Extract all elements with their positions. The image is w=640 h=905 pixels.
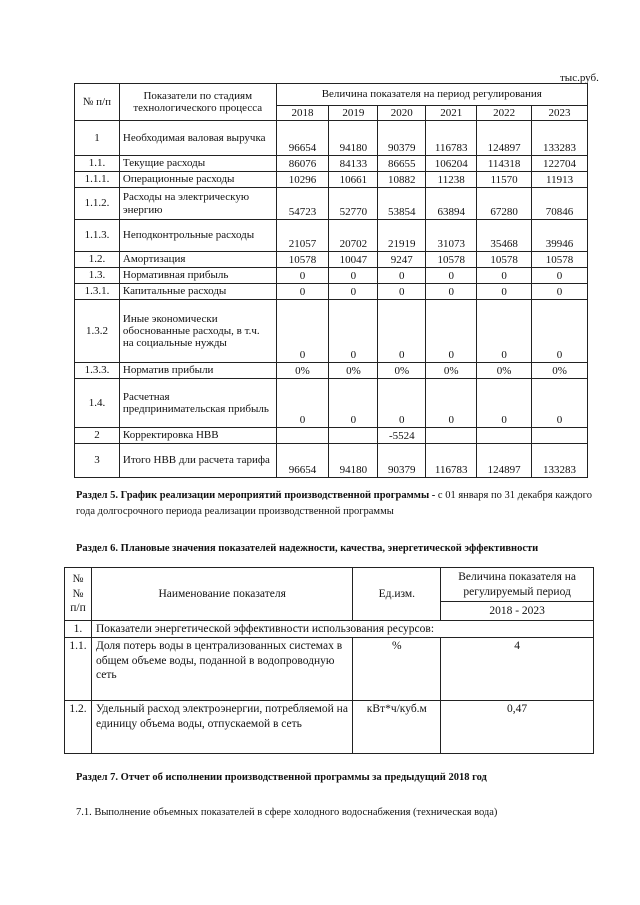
row-name: Корректировка НВВ <box>119 428 276 444</box>
row-code: 1 <box>75 121 120 156</box>
row-value: 0 <box>532 268 588 284</box>
table-row <box>75 428 588 444</box>
row-name: Итого НВВ дли расчета тарифа <box>119 444 276 478</box>
table-body <box>75 121 588 478</box>
row-value: 0 <box>426 284 477 300</box>
row-value: 106204 <box>426 156 477 172</box>
header-value: Величина показателя на период регулирования <box>276 84 587 106</box>
row-value: 11570 <box>477 172 532 188</box>
row-value: 35468 <box>477 220 532 252</box>
row-value: 133283 <box>532 444 588 478</box>
row-code: 1.1. <box>75 156 120 172</box>
row-value <box>532 428 588 444</box>
row-code: 1.3.3. <box>75 363 120 379</box>
row-value: 90379 <box>378 121 426 156</box>
row-value: 0 <box>276 300 329 363</box>
row-value: 0 <box>276 284 329 300</box>
header-year: 2019 <box>329 106 378 121</box>
row-value: 63894 <box>426 188 477 220</box>
row-name: Операционные расходы <box>119 172 276 188</box>
row-value: 21057 <box>276 220 329 252</box>
row-code: 3 <box>75 444 120 478</box>
row-value <box>477 428 532 444</box>
row-value: 0 <box>477 268 532 284</box>
row-value <box>426 428 477 444</box>
table-row <box>75 300 588 363</box>
row-value: -5524 <box>378 428 426 444</box>
row-value: 11913 <box>532 172 588 188</box>
row-value: 11238 <box>426 172 477 188</box>
table-row <box>75 268 588 284</box>
row-value: 20702 <box>329 220 378 252</box>
row-name: Амортизация <box>119 252 276 268</box>
header-year: 2021 <box>426 106 477 121</box>
row-name: Расчетная предпринимательская прибыль <box>119 379 276 428</box>
row-value: 0 <box>378 379 426 428</box>
table-row <box>75 444 588 478</box>
t2-group-name: Показатели энергетической эффективности использования ресурсов: <box>91 621 593 638</box>
row-value: 124897 <box>477 121 532 156</box>
row-value: 122704 <box>532 156 588 172</box>
t2-row-code: 1.2. <box>65 701 92 754</box>
row-value: 9247 <box>378 252 426 268</box>
units-label: тыс.руб. <box>560 72 599 84</box>
row-value: 10578 <box>426 252 477 268</box>
row-value: 10578 <box>276 252 329 268</box>
row-code: 1.1.2. <box>75 188 120 220</box>
section-6-heading <box>76 541 596 557</box>
row-value: 10296 <box>276 172 329 188</box>
table-row <box>75 121 588 156</box>
t2-header-num: №№ п/п <box>65 568 92 621</box>
row-value: 116783 <box>426 121 477 156</box>
row-value: 0 <box>532 379 588 428</box>
table-row <box>75 220 588 252</box>
row-value: 0 <box>378 300 426 363</box>
section-5-text: с 01 января по 31 декабря каждого года долгосрочного периода реализации производственной программы <box>76 490 592 517</box>
row-code: 1.1.3. <box>75 220 120 252</box>
row-value: 84133 <box>329 156 378 172</box>
t2-row-unit: % <box>353 638 441 701</box>
header-year: 2022 <box>477 106 532 121</box>
row-value: 70846 <box>532 188 588 220</box>
row-name: Необходимая валовая выручка <box>119 121 276 156</box>
row-value: 67280 <box>477 188 532 220</box>
row-value: 124897 <box>477 444 532 478</box>
row-name: Неподконтрольные расходы <box>119 220 276 252</box>
row-value: 0 <box>276 268 329 284</box>
t2-row-name: Удельный расход электроэнергии, потребляемой на единицу объема воды, отпускаемой в сеть <box>91 701 352 754</box>
row-value: 39946 <box>532 220 588 252</box>
row-name: Капитальные расходы <box>119 284 276 300</box>
section-7-1-text: 7.1. Выполнение объемных показателей в сфере холодного водоснабжения (техническая вода) <box>76 807 498 818</box>
row-value: 96654 <box>276 444 329 478</box>
row-name: Текущие расходы <box>119 156 276 172</box>
row-name: Нормативная прибыль <box>119 268 276 284</box>
header-year: 2023 <box>532 106 588 121</box>
t2-header-value: Величина показателя на регулируемый период <box>441 568 594 602</box>
row-value: 86076 <box>276 156 329 172</box>
row-value: 10661 <box>329 172 378 188</box>
section-6-title: Раздел 6. Плановые значения показателей надежности, качества, энергетической эффективности <box>76 543 539 554</box>
section-5-title: Раздел 5. График реализации мероприятий производственной программы - <box>76 490 438 501</box>
section-5-heading <box>76 488 596 520</box>
row-value: 0 <box>426 379 477 428</box>
row-value: 10578 <box>477 252 532 268</box>
table-row <box>75 188 588 220</box>
t2-header-name: Наименование показателя <box>91 568 352 621</box>
reliability-indicators-table <box>64 567 594 754</box>
row-value: 0 <box>378 268 426 284</box>
row-value: 0 <box>532 284 588 300</box>
row-value: 0 <box>276 379 329 428</box>
row-value: 10882 <box>378 172 426 188</box>
row-value: 0% <box>276 363 329 379</box>
header-num: № п/п <box>75 84 120 121</box>
table-row <box>75 156 588 172</box>
row-value: 94180 <box>329 444 378 478</box>
row-value: 53854 <box>378 188 426 220</box>
t2-row-value: 0,47 <box>441 701 594 754</box>
row-value: 116783 <box>426 444 477 478</box>
header-year: 2020 <box>378 106 426 121</box>
row-value: 86655 <box>378 156 426 172</box>
row-value: 0% <box>378 363 426 379</box>
row-value: 90379 <box>378 444 426 478</box>
row-value: 0% <box>426 363 477 379</box>
t2-row-code: 1.1. <box>65 638 92 701</box>
row-value: 0 <box>477 300 532 363</box>
row-value: 0 <box>477 284 532 300</box>
table-row <box>75 363 588 379</box>
table-row <box>75 172 588 188</box>
t2-group-code: 1. <box>65 621 92 638</box>
row-value: 133283 <box>532 121 588 156</box>
row-value: 0 <box>329 300 378 363</box>
row-name: Норматив прибыли <box>119 363 276 379</box>
row-value: 0 <box>426 300 477 363</box>
t2-header-period: 2018 - 2023 <box>441 602 594 621</box>
row-code: 2 <box>75 428 120 444</box>
row-value: 0 <box>477 379 532 428</box>
row-value: 21919 <box>378 220 426 252</box>
row-code: 1.4. <box>75 379 120 428</box>
table-row <box>75 284 588 300</box>
t2-row-value: 4 <box>441 638 594 701</box>
row-name: Иные экономически обоснованные расходы, в т.ч. на социальные нужды <box>119 300 276 363</box>
row-code: 1.3.1. <box>75 284 120 300</box>
row-value: 94180 <box>329 121 378 156</box>
row-value: 54723 <box>276 188 329 220</box>
row-code: 1.3. <box>75 268 120 284</box>
row-value <box>276 428 329 444</box>
table-row <box>75 252 588 268</box>
regulation-values-table <box>74 83 588 478</box>
row-value: 0% <box>329 363 378 379</box>
section-7-title: Раздел 7. Отчет об исполнении производственной программы за предыдущий 2018 год <box>76 772 487 783</box>
row-value: 0 <box>329 284 378 300</box>
t2-row-name: Доля потерь воды в централизованных системах в общем объеме воды, поданной в водопроводную сеть <box>91 638 352 701</box>
row-value: 0 <box>329 379 378 428</box>
row-value: 52770 <box>329 188 378 220</box>
row-value: 10047 <box>329 252 378 268</box>
t2-row-unit: кВт*ч/куб.м <box>353 701 441 754</box>
row-value: 0 <box>532 300 588 363</box>
row-value: 0% <box>532 363 588 379</box>
row-code: 1.3.2 <box>75 300 120 363</box>
section-7-heading <box>76 770 596 786</box>
row-value: 0 <box>426 268 477 284</box>
row-value: 10578 <box>532 252 588 268</box>
row-value: 31073 <box>426 220 477 252</box>
row-code: 1.1.1. <box>75 172 120 188</box>
table-row <box>75 379 588 428</box>
row-code: 1.2. <box>75 252 120 268</box>
row-value: 0% <box>477 363 532 379</box>
row-value: 114318 <box>477 156 532 172</box>
header-indicator: Показатели по стадиям технологического процесса <box>119 84 276 121</box>
row-value: 0 <box>378 284 426 300</box>
row-value: 0 <box>329 268 378 284</box>
row-value: 96654 <box>276 121 329 156</box>
row-name: Расходы на электрическую энергию <box>119 188 276 220</box>
row-value <box>329 428 378 444</box>
header-year: 2018 <box>276 106 329 121</box>
t2-header-unit: Ед.изм. <box>353 568 441 621</box>
